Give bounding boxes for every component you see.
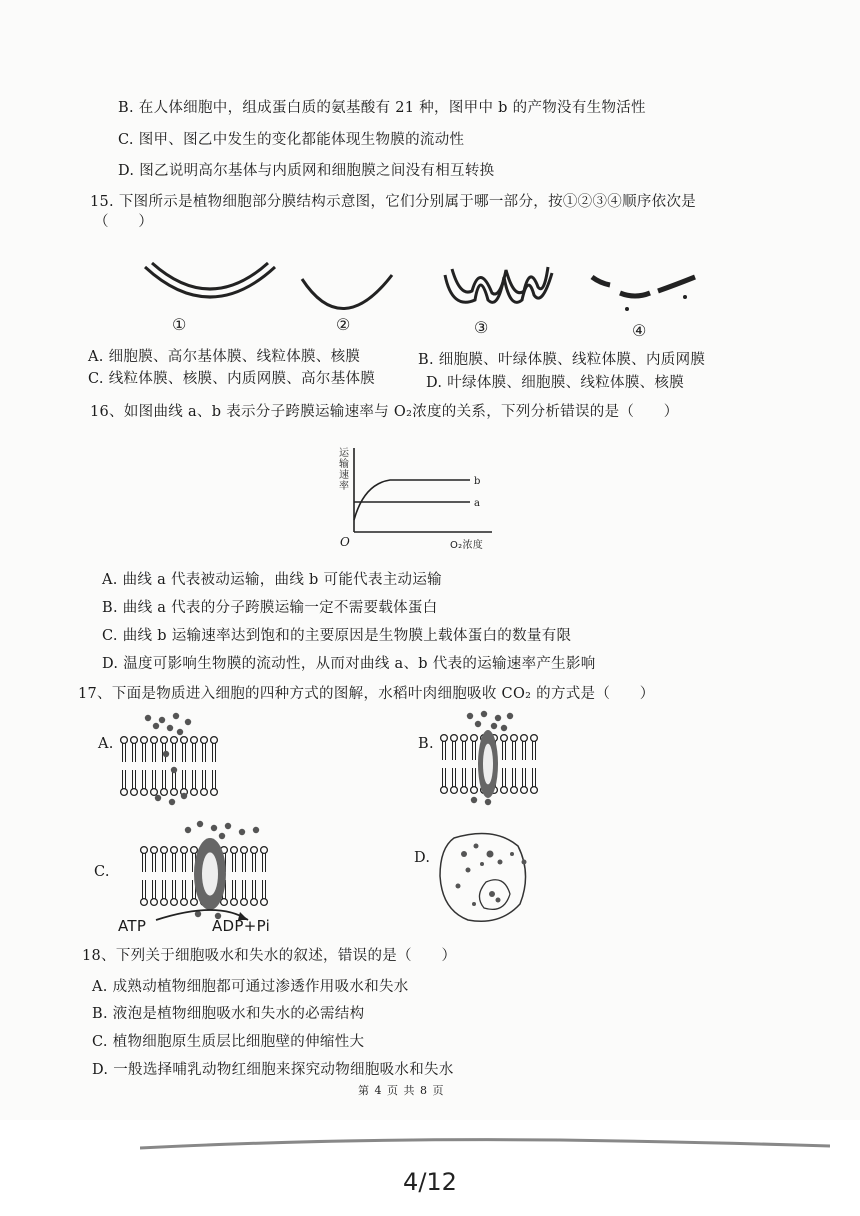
membrane-label-4: ④: [632, 321, 647, 340]
solute-molecule: [173, 713, 179, 719]
solute-molecule: [153, 723, 159, 729]
phospholipid-head: [231, 847, 238, 854]
membrane-4-drawing: [592, 277, 695, 311]
membrane-label-3: ③: [474, 318, 489, 337]
solute-molecule: [163, 751, 169, 757]
q16-option-d: D. 温度可影响生物膜的流动性，从而对曲线 a、b 代表的运输速率产生影响: [102, 656, 596, 672]
q14-option-c: C. 图甲、图乙中发生的变化都能体现生物膜的流动性: [118, 132, 465, 148]
membrane-1-drawing: [145, 263, 275, 297]
solute-molecule: [177, 729, 183, 735]
membrane-3-drawing: [445, 267, 552, 302]
phospholipid-head: [531, 787, 538, 794]
phospholipid-head: [121, 737, 128, 744]
adp-pi-label: ADP+Pi: [212, 917, 271, 935]
phospholipid-head: [131, 737, 138, 744]
phospholipid-head: [141, 847, 148, 854]
phospholipid-head: [251, 847, 258, 854]
q17-label-a: A.: [98, 736, 114, 752]
phospholipid-head: [181, 847, 188, 854]
solute-molecule: [467, 713, 473, 719]
phospholipid-head: [161, 789, 168, 796]
q18-option-a: A. 成熟动植物细胞都可通过渗透作用吸水和失水: [92, 979, 409, 995]
q15-option-d: D. 叶绿体膜、细胞膜、线粒体膜、核膜: [426, 375, 685, 391]
solute-molecule: [211, 825, 217, 831]
solute-molecule: [169, 799, 175, 805]
phospholipid-head: [171, 789, 178, 796]
chart-axes: [354, 448, 492, 532]
phospholipid-head: [451, 735, 458, 742]
diagram-b-facilitated-diffusion: [438, 710, 548, 806]
phospholipid-head: [171, 847, 178, 854]
solute-molecule: [495, 715, 501, 721]
phospholipid-head: [261, 847, 268, 854]
phospholipid-head: [501, 787, 508, 794]
q17-label-b: B.: [418, 736, 434, 752]
phospholipid-head: [141, 737, 148, 744]
q17-label-d: D.: [414, 850, 431, 866]
phospholipid-head: [121, 789, 128, 796]
phospholipid-head: [511, 787, 518, 794]
phospholipid-head: [151, 847, 158, 854]
phospholipid-head: [521, 735, 528, 742]
solute-molecule: [219, 833, 225, 839]
phospholipid-head: [191, 737, 198, 744]
q14-option-d: D. 图乙说明高尔基体与内质网和细胞膜之间没有相互转换: [118, 163, 495, 179]
page-indicator: 4/12: [403, 1168, 457, 1196]
q15-answer-paren: （ ）: [94, 214, 154, 230]
phospholipid-head: [191, 789, 198, 796]
q15-option-c: C. 线粒体膜、核膜、内质网膜、高尔基体膜: [88, 371, 376, 387]
solute-molecule: [167, 725, 173, 731]
q16-option-c: C. 曲线 b 运输速率达到饱和的主要原因是生物膜上载体蛋白的数量有限: [102, 628, 572, 644]
solute-molecule: [253, 827, 259, 833]
phospholipid-head: [471, 735, 478, 742]
membrane-label-2: ②: [336, 315, 351, 334]
solute-molecule: [145, 715, 151, 721]
phospholipid-head: [241, 847, 248, 854]
phospholipid-head: [441, 787, 448, 794]
phospholipid-head: [191, 847, 198, 854]
solute-molecule: [485, 799, 491, 805]
phospholipid-head: [161, 847, 168, 854]
q18-option-d: D. 一般选择哺乳动物红细胞来探究动物细胞吸水和失水: [92, 1062, 454, 1078]
q15-option-a: A. 细胞膜、高尔基体膜、线粒体膜、核膜: [88, 349, 361, 365]
q16-stem: 16、如图曲线 a、b 表示分子跨膜运输速率与 O₂浓度的关系，下列分析错误的是（ ）: [90, 404, 679, 420]
phospholipid-head: [511, 735, 518, 742]
solute-molecule: [481, 711, 487, 717]
protein-channel: [202, 852, 218, 895]
solute-molecule: [197, 821, 203, 827]
phospholipid-head: [141, 789, 148, 796]
q18-option-c: C. 植物细胞原生质层比细胞壁的伸缩性大: [92, 1034, 365, 1050]
q18-stem: 18、下列关于细胞吸水和失水的叙述，错误的是（ ）: [82, 948, 457, 964]
q14-option-b: B. 在人体细胞中，组成蛋白质的氨基酸有 21 种，图甲中 b 的产物没有生物活性: [118, 100, 646, 116]
solute-molecule: [239, 829, 245, 835]
phospholipid-head: [131, 789, 138, 796]
solute-molecule: [185, 827, 191, 833]
atp-label: ATP: [118, 917, 147, 935]
protein-channel: [483, 744, 493, 785]
solute-molecule: [225, 823, 231, 829]
phospholipid-head: [471, 787, 478, 794]
solute-molecule: [491, 723, 497, 729]
q15-stem: 15. 下图所示是植物细胞部分膜结构示意图，它们分别属于哪一部分，按①②③④顺序依次是: [90, 194, 697, 210]
q16-option-b: B. 曲线 a 代表的分子跨膜运输一定不需要载体蛋白: [102, 600, 438, 616]
phospholipid-head: [151, 789, 158, 796]
solute-molecule: [507, 713, 513, 719]
chart-y-axis-label: 运输速率: [339, 448, 350, 492]
phospholipid-head: [161, 737, 168, 744]
chart-series-b-label: b: [474, 476, 481, 487]
phospholipid-head: [201, 737, 208, 744]
q16-option-a: A. 曲线 a 代表被动运输，曲线 b 可能代表主动运输: [102, 572, 442, 588]
chart-origin-label: O: [340, 535, 351, 549]
solute-molecule: [159, 717, 165, 723]
phospholipid-head: [441, 735, 448, 742]
phospholipid-head: [461, 787, 468, 794]
phospholipid-head: [211, 737, 218, 744]
phospholipid-head: [201, 789, 208, 796]
phospholipid-head: [211, 789, 218, 796]
page-footer: 第 4 页 共 8 页: [358, 1084, 445, 1097]
solute-molecule: [181, 793, 187, 799]
phospholipid-head: [181, 737, 188, 744]
phospholipid-head: [151, 737, 158, 744]
phospholipid-head: [451, 787, 458, 794]
solute-molecule: [155, 795, 161, 801]
phospholipid-head: [461, 735, 468, 742]
membrane-2-drawing: [302, 275, 392, 309]
chart-x-axis-label: O₂浓度: [450, 540, 484, 551]
solute-molecule: [171, 767, 177, 773]
diagram-d-endocytosis: [434, 824, 534, 928]
solute-molecule: [185, 719, 191, 725]
q17-label-c: C.: [94, 864, 110, 880]
q17-stem: 17、下面是物质进入细胞的四种方式的图解，水稻叶肉细胞吸收 CO₂ 的方式是（ ）: [78, 686, 655, 702]
phospholipid-head: [171, 737, 178, 744]
diagram-a-free-diffusion: [118, 712, 228, 808]
q15-option-b: B. 细胞膜、叶绿体膜、线粒体膜、内质网膜: [418, 352, 706, 368]
phospholipid-head: [501, 735, 508, 742]
phospholipid-head: [521, 787, 528, 794]
scan-page-edge: [140, 1136, 830, 1152]
q18-option-b: B. 液泡是植物细胞吸水和失水的必需结构: [92, 1006, 365, 1022]
solute-molecule: [501, 725, 507, 731]
solute-molecule: [471, 797, 477, 803]
chart-series-a-label: a: [474, 498, 481, 509]
solute-molecule: [475, 721, 481, 727]
q15-membrane-figure: [130, 255, 710, 345]
phospholipid-head: [531, 735, 538, 742]
series-b-line: [354, 480, 470, 520]
membrane-label-1: ①: [172, 315, 187, 334]
